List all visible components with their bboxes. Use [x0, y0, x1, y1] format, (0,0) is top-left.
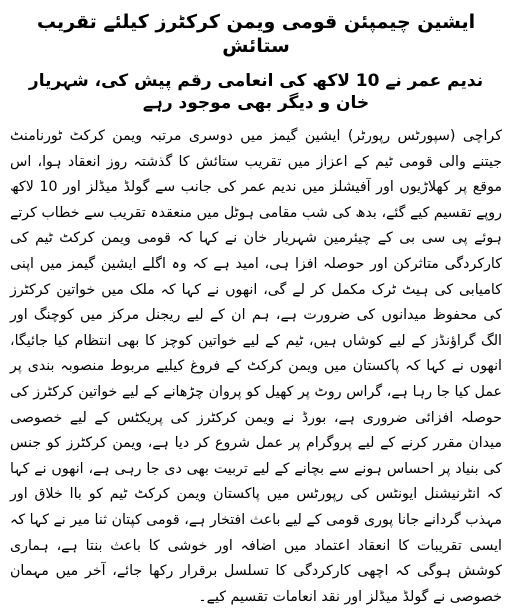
- article-body: کراچی (سپورٹس رپورٹر) ایشین گیمز میں دوسری مرتبہ ویمن کرکٹ ٹورنامنٹ جیتنے والی قومی ٹیم کے اعزاز میں تقریب ستائش کا گذشتہ روز انعقاد ہوا، اس موقع پر کھلاڑیوں اور آفیشلز میں ندیم عمر کی جانب سے گولڈ میڈلز اور 10 لاکھ روپے تقسیم کیے گئے، بدھ کی شب مقامی ہوٹل میں منعقدہ تقریب سے خطاب کرتے ہوئے پی سی بی کے چیئرمین شہریار خان نے کہا کہ قومی ویمن کرکٹ ٹیم کی کارکردگی متاثرکن اور حوصلہ افزا ہی، امید ہے کہ وہ اگلے ایشین گیمز میں اپنی کامیابی کی ہیٹ ٹرک مکمل کر لے گی، انھوں نے کہا کہ ملک میں خواتین کرکٹرز کی محفوظ میدانوں کی ضرورت ہے، ہم ان کے لیے ریجنل مرکز میں کوچنگ اور الگ گراؤنڈز کے لیے کوشاں ہیں، ٹیم کے لیے خواتین کوچز کا بھی انتظام کیا جائیگا، انھوں نے کہا کہ پاکستان میں ویمن کرکٹ کے فروغ کیلیے مربوط منصوبہ بندی پر عمل کیا جا رہا ہے، گراس روٹ پر کھیل کو پروان چڑھانے کے لیے خواتین کرکٹرز کی حوصلہ افزائی ضروری ہے، بورڈ نے ویمن کرکٹرز کی پریکٹس کے لیے خصوصی میدان مقرر کرنے کے لیے پروگرام پر عمل شروع کر دیا ہے، ویمن کرکٹرز کو جنس کی بنیاد پر احساس ہونے سے بچانے کے لیے تربیت بھی دی جا رہی ہے، انھوں نے کہا کہ انٹرنیشنل ایونٹس کی رپورٹس میں پاکستان ویمن کرکٹ ٹیم کو باا خلاق اور مہذب گردانے جانا پوری قومی کے لیے باعث افتخار ہے، قومی کپتان ثنا میر نے کہا کہ ایسی تقریبات کا انعقاد اعتماد میں اضافہ اور خوشی کا باعث بنتا ہے، ہماری کوشش ہوگی کہ اچھی کارکردگی کا تسلسل برقرار رکھا جائے، آخر میں مہمان خصوصی نے گولڈ میڈلز اور نقد انعامات تقسیم کیے۔: [10, 128, 502, 605]
- headline: ایشین چیمپئن قومی ویمن کرکٹرز کیلئے تقریب ستائش: [36, 11, 476, 57]
- subheadline: ندیم عمر نے 10 لاکھ کی انعامی رقم پیش کی، شہریار خان و دیگر بھی موجود رہے: [28, 71, 484, 113]
